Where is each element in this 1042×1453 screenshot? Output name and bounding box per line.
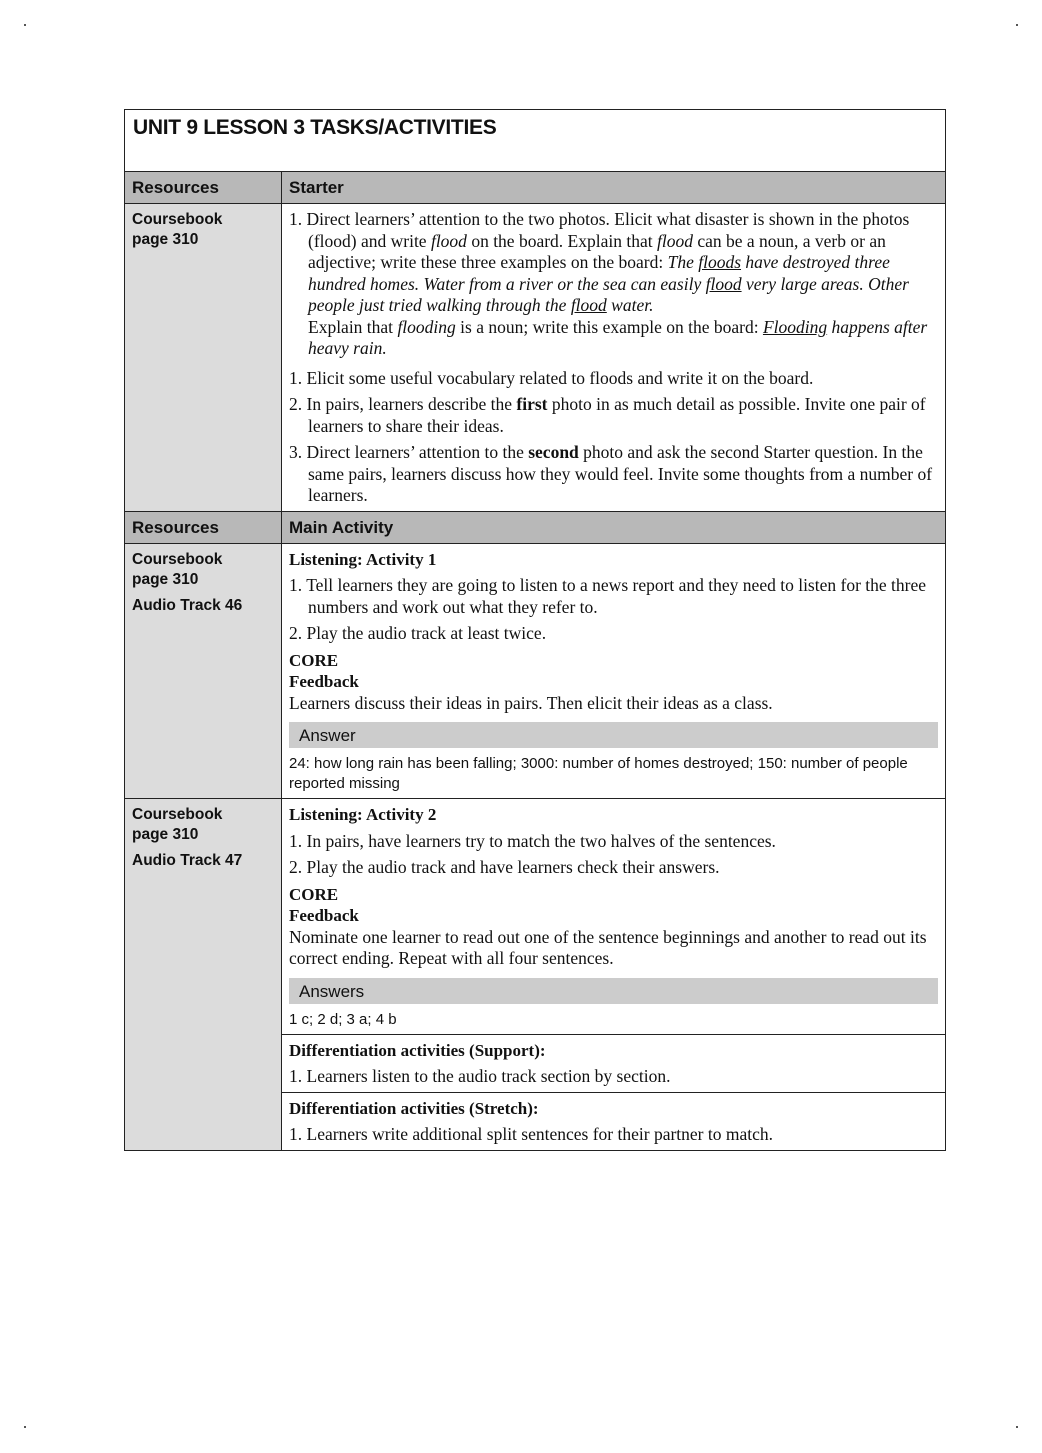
crop-mark-bottom-left — [24, 1426, 26, 1428]
activity1-content — [282, 544, 945, 799]
starter-header-row — [125, 172, 945, 204]
activity2-heading: Listening: Activity 2 — [289, 805, 437, 824]
answers-text: 1 c; 2 d; 3 a; 4 b — [289, 1010, 397, 1028]
crop-mark-top-right — [1016, 24, 1018, 26]
starter-header: Starter — [289, 178, 344, 197]
activity1-step: 2. Play the audio track at least twice. — [289, 623, 547, 643]
resource-coursebook: Coursebook — [132, 550, 223, 568]
starter-step: 3. Direct learners’ attention to the second photo and ask the second Starter question. In the same pairs, learners discuss how they would feel. Invite some thoughts from a number of learners. — [289, 442, 933, 505]
main-activity-header: Main Activity — [289, 517, 394, 537]
feedback-label: Feedback — [289, 672, 359, 691]
activity1-resources — [125, 544, 282, 799]
activity2-resources — [125, 799, 282, 1150]
activity2-step: 2. Play the audio track and have learners check their answers. — [289, 857, 720, 877]
lesson-plan-table — [124, 109, 946, 1151]
page-title: UNIT 9 LESSON 3 TASKS/ACTIVITIES — [125, 110, 945, 172]
answers-bar: Answers — [289, 978, 938, 1004]
resources-header: Resources — [132, 178, 219, 197]
starter-step: 2. In pairs, learners describe the first photo in as much detail as possible. Invite one pair of learners to share their ideas. — [289, 394, 926, 436]
resource-audio-track: Audio Track 47 — [132, 852, 243, 869]
stretch-step: 1. Learners write additional split sentences for their partner to match. — [289, 1124, 773, 1144]
activity2-content — [282, 799, 945, 1035]
crop-mark-bottom-right — [1016, 1426, 1018, 1428]
crop-mark-top-left — [24, 24, 26, 26]
stretch-heading: Differentiation activities (Stretch): — [289, 1098, 539, 1118]
support-heading: Differentiation activities (Support): — [289, 1040, 546, 1060]
activity2-step: 1. In pairs, have learners try to match the two halves of the sentences. — [289, 830, 776, 851]
resource-page: page 310 — [132, 570, 199, 588]
core-label: CORE — [289, 884, 339, 904]
resource-audio-track: Audio Track 46 — [132, 596, 243, 614]
stretch-section — [282, 1093, 945, 1150]
activity1-heading: Listening: Activity 1 — [289, 549, 437, 569]
resource-page: page 310 — [132, 826, 199, 843]
answer-bar: Answer — [289, 722, 938, 748]
support-section — [282, 1035, 945, 1093]
core-label: CORE — [289, 650, 339, 670]
answer-text: 24: how long rain has been falling; 3000: number of homes destroyed; 150: number of people reported missing — [289, 755, 908, 792]
starter-step: 1. Elicit some useful vocabulary related to floods and write it on the board. — [289, 367, 814, 388]
support-step: 1. Learners listen to the audio track section by section. — [289, 1066, 671, 1086]
starter-content — [282, 204, 945, 511]
starter-resources — [125, 204, 282, 511]
starter-row — [125, 204, 945, 512]
resource-coursebook: Coursebook — [132, 806, 223, 823]
resource-coursebook: Coursebook — [132, 211, 223, 228]
resource-page: page 310 — [132, 231, 199, 248]
feedback-text: Nominate one learner to read out one of the sentence beginnings and another to read out its correct ending. Repeat with all four sentences. — [289, 926, 927, 968]
main-header-row — [125, 512, 945, 544]
resources-header: Resources — [132, 517, 219, 537]
feedback-text: Learners discuss their ideas in pairs. Then elicit their ideas as a class. — [289, 692, 773, 713]
activity1-row — [125, 544, 945, 800]
activity2-row — [125, 799, 945, 1150]
starter-intro: 1. Direct learners’ attention to the two photos. Elicit what disaster is shown in the photos (flood) and write flood on the board. Explain that flood can be a noun, a verb or an adjective; write these three examples on the board: The floods have destroyed three hundred homes. Water from a river or the sea can easily flood very large areas. Other people just tried walking through the flood water. Explain that flooding is a noun; write this example on the board: Flooding happens after heavy rain. — [289, 209, 928, 358]
activity1-step: 1. Tell learners they are going to listen to a news report and they need to listen for the three numbers and work out what they refer to. — [289, 575, 927, 617]
feedback-label: Feedback — [289, 906, 359, 925]
